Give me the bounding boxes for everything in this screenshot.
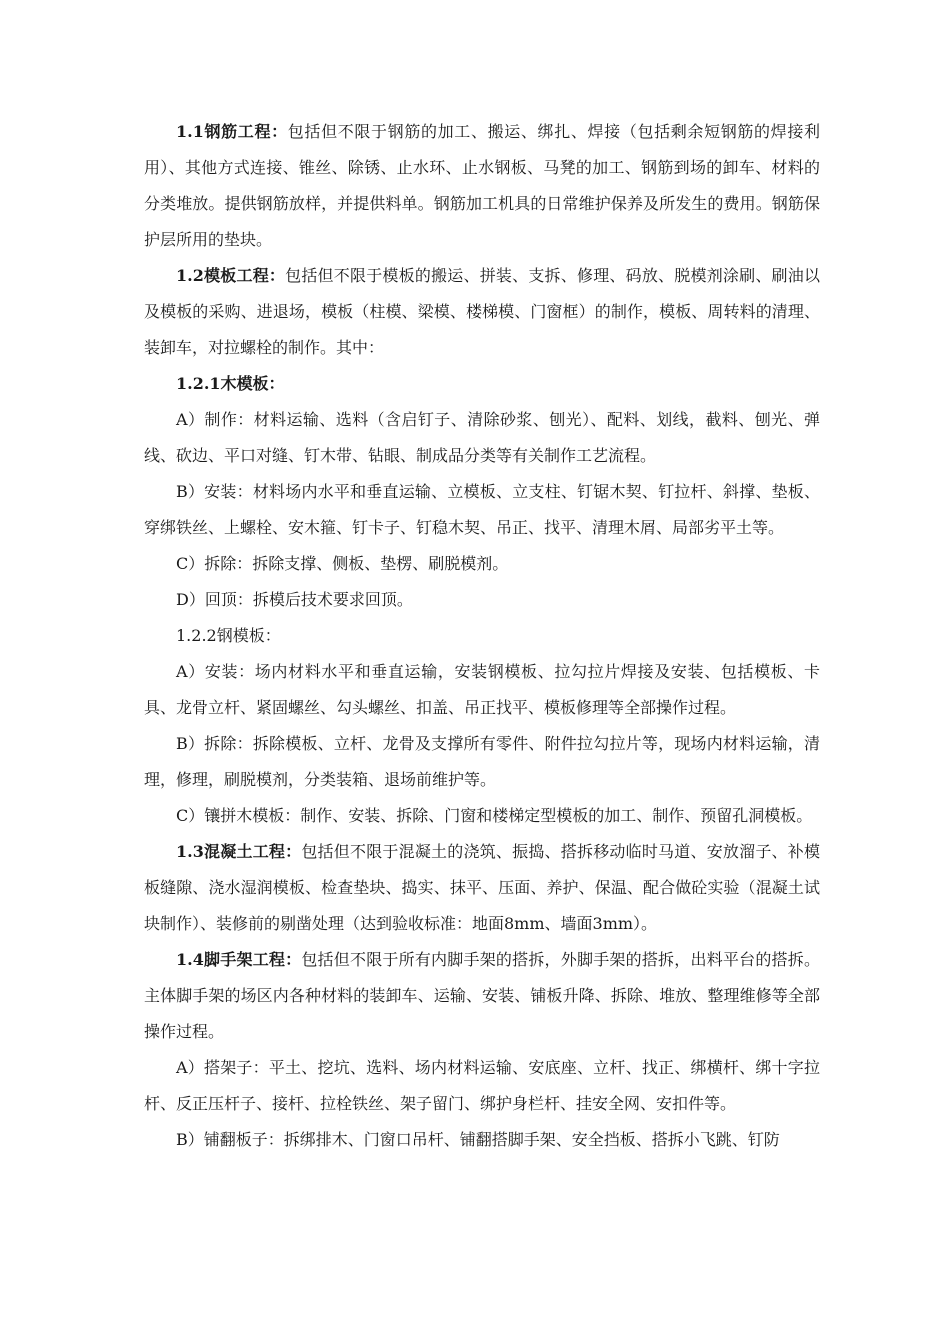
- section-text: 包括但不限于混凝土的浇筑、振捣、搭拆移动临时马道、安放溜子、补模板缝隙、浇水湿润模板、检查垫块、捣实、抹平、压面、养护、保温、配合做砼实验（混凝土试块制作）、装修前的剔凿处理（达到验收标准：地面8mm、墙面3mm）。: [144, 842, 820, 933]
- section-text: 包括但不限于钢筋的加工、搬运、绑扎、焊接（包括剩余短钢筋的焊接利用）、其他方式连接、锥丝、除锈、止水环、止水钢板、马凳的加工、钢筋到场的卸车、材料的分类堆放。提供钢筋放样，并提供料单。钢筋加工机具的日常维护保养及所发生的费用。钢筋保护层所用的垫块。: [144, 122, 820, 249]
- subsection-heading-wood: 1.2.1木模板：: [176, 374, 285, 393]
- section-rebar: [144, 114, 820, 258]
- list-item: B）安装：材料场内水平和垂直运输、立模板、立支柱、钉锯木契、钉拉杆、斜撑、垫板、穿绑铁丝、上螺栓、安木箍、钉卡子、钉稳木契、吊正、找平、清理木屑、局部劣平土等。: [144, 482, 820, 537]
- section-heading: 1.1钢筋工程：: [176, 122, 288, 141]
- section-text: 包括但不限于所有内脚手架的搭拆，外脚手架的搭拆，出料平台的搭拆。主体脚手架的场区内各种材料的装卸车、运输、安装、铺板升降、拆除、堆放、整理维修等全部操作过程。: [144, 950, 820, 1041]
- list-item: A）搭架子：平土、挖坑、选料、场内材料运输、安底座、立杆、找正、绑横杆、绑十字拉杆、反正压杆子、接杆、拉栓铁丝、架子留门、绑护身栏杆、挂安全网、安扣件等。: [144, 1058, 820, 1113]
- section-text: 包括但不限于模板的搬运、拼装、支拆、修理、码放、脱模剂涂刷、刷油以及模板的采购、进退场，模板（柱模、梁模、楼梯模、门窗框）的制作，模板、周转料的清理、装卸车，对拉螺栓的制作。其中：: [144, 266, 820, 357]
- list-item: C）拆除：拆除支撑、侧板、垫楞、刷脱模剂。: [176, 554, 509, 573]
- subsection-heading-steel: 1.2.2钢模板：: [176, 626, 281, 645]
- section-formwork: [144, 258, 820, 366]
- section-scaffold: [144, 942, 820, 1050]
- list-item: B）铺翻板子：拆绑排木、门窗口吊杆、铺翻搭脚手架、安全挡板、搭拆小飞跳、钉防: [176, 1130, 780, 1149]
- section-heading: 1.2模板工程：: [176, 266, 286, 285]
- section-heading: 1.3混凝土工程：: [176, 842, 302, 861]
- section-heading: 1.4脚手架工程：: [176, 950, 302, 969]
- list-item: C）镶拼木模板：制作、安装、拆除、门窗和楼梯定型模板的加工、制作、预留孔洞模板。: [176, 806, 813, 825]
- section-concrete: [144, 834, 820, 942]
- list-item: D）回顶：拆模后技术要求回顶。: [176, 590, 413, 609]
- list-item: A）制作：材料运输、选料（含启钉子、清除砂浆、刨光）、配料、划线，截料、刨光、弹线、砍边、平口对缝、钉木带、钻眼、制成品分类等有关制作工艺流程。: [144, 410, 820, 465]
- list-item: A）安装：场内材料水平和垂直运输，安装钢模板、拉勾拉片焊接及安装、包括模板、卡具、龙骨立杆、紧固螺丝、勾头螺丝、扣盖、吊正找平、模板修理等全部操作过程。: [144, 662, 820, 717]
- document-body: [144, 114, 820, 1158]
- list-item: B）拆除：拆除模板、立杆、龙骨及支撑所有零件、附件拉勾拉片等，现场内材料运输，清理，修理，刷脱模剂，分类装箱、退场前维护等。: [144, 734, 820, 789]
